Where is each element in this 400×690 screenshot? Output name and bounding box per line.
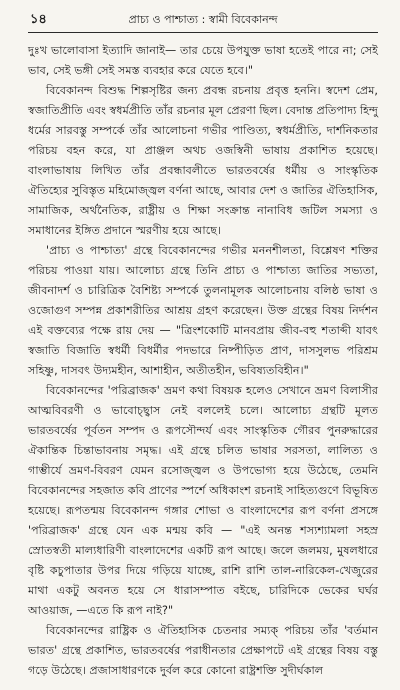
paragraph: বিবেকানন্দের 'পরিব্রাজক' ভ্রমণ কথা বিষয়ক হলেও সেখানে ভ্রমণ বিলাসীর আত্মবিবরণী ও ভাবোচ্ছ্বাস নেই বললেই চলে। আলোচ্য গ্রন্থটি মূলত ভারতবর্ষের পূর্বতন সম্পদ ও রূপসৌন্দর্য এবং সাংস্কৃতিক গৌরব পুনরুদ্ধারের ঐকান্তিক চিন্তাভাবনায় সমৃদ্ধ। এই গ্রন্থে চলিত ভাষার সরসতা, লালিত্য ও গাম্ভীর্যে ভ্রমণ-বিবরণ যেমন রসোজ্জ্বল ও উপভোগ্য হয়ে উঠেছে, তেমনি বিবেকানন্দের সহজাত কবি প্রাণের স্পর্শে অধিকাংশ রচনাই সাহিত্যগুণে বিভূষিত হয়েছে। রূপতন্ময় বিবেকানন্দ গঙ্গার শোভা ও বাংলাদেশের রূপ বর্ণনা প্রসঙ্গে 'পরিব্রাজক' গ্রন্থে যেন এক মন্ময় কবি — "এই অনন্ত শস্যশ্যামলা সহস্র স্রোতস্বতী মাল্যধারিণী বাংলাদেশের একটি রূপ আছে। জলে জলময়, মুষলধারে বৃষ্টি কচুপাতার উপর দিয়ে গড়িয়ে যাচ্ছে, রাশি রাশি তাল-নারিকেল-খেজুরের মাথা একটু অবনত হয়ে সে ধারাসম্পাত বইছে, চারিদিকে ভেকের ঘর্ঘর আওয়াজ, —এতে কি রূপ নাই?": [28, 384, 378, 617]
body-text: [28, 41, 378, 681]
paragraph: দুঃখ ভালোবাসা ইত্যাদি জানাই— তার চেয়ে উপযুক্ত ভাষা হতেই পারে না; সেই ভাব, সেই ভঙ্গী সেই সমস্ত ব্যবহার করে যেতে হবে।": [28, 44, 378, 77]
running-title: প্রাচ্য ও পাশ্চাত্য : স্বামী বিবেকানন্দ: [128, 13, 278, 26]
paragraph: বিবেকানন্দের রাষ্ট্রিক ও ঐতিহাসিক চেতনার সম্যক্‌ পরিচয় তাঁর 'বর্তমান ভারত' গ্রন্থে প্রকাশিত, ভারতবর্ষের পরাধীনতার প্রেক্ষাপটে এই গ্রন্থের বিষয় বস্তু গড়ে উঠেছে। প্রজাসাধারণকে দুর্বল করে কোনো রাষ্ট্রশক্তি সুদীর্ঘকাল: [28, 624, 378, 677]
page-header: [28, 6, 378, 33]
paragraph: বিবেকানন্দ বিশুদ্ধ শিল্পসৃষ্টির জন্য প্রবন্ধ রচনায় প্রবৃত্ত হননি। স্বদেশ প্রেম, স্বজাতিপ্রীতি এবং স্বধর্মপ্রীতি তাঁর রচনার মূল প্রেরণা ছিল। বেদান্ত প্রতিপাদ্য হিন্দু ধর্মের সারবস্তু সম্পর্কে তাঁর আলোচনা গভীর পাণ্ডিত্য, স্বধর্মপ্রীতি, দার্শনিকতার পরিচয় বহন করে, যা প্রাঞ্জল অথচ ওজস্বিনী ভাষায় প্রকাশিত হয়েছে। বাংলাভাষায় লিখিত তাঁর প্রবন্ধাবলীতে ভারতবর্ষের ধর্মীয় ও সাংস্কৃতিক ঐতিহ্যের সুবিস্তৃত মহিমোজ্জ্বল বর্ণনা আছে, আবার দেশ ও জাতির ঐতিহাসিক, সামাজিক, অর্থনৈতিক, রাষ্ট্রীয় ও শিক্ষা সংক্রান্ত নানাবিধ জটিল সমস্যা ও সমাধানের ইঙ্গিত প্রদানে স্মরণীয় হয়ে আছে।: [28, 84, 378, 237]
page-number: ১৪: [30, 12, 47, 27]
paragraph: 'প্রাচ্য ও পাশ্চাত্য' গ্রন্থে বিবেকানন্দের গভীর মননশীলতা, বিশ্লেষণ শক্তির পরিচয় পাওয়া যায়। আলোচ্য গ্রন্থে তিনি প্রাচ্য ও পাশ্চাত্য জাতির সভ্যতা, জীবনাদর্শ ও চারিত্রিক বৈশিষ্ট্য সম্পর্কে তুলনামূলক আলোচনায় বলিষ্ঠ ভাষা ও ওজোগুণ সম্পন্ন প্রকাশরীতির আশ্রয় গ্রহণ করেছেন। উক্ত গ্রন্থের বিষয় নির্দশন এই বক্তব্যের পক্ষে রায় দেয় — "ত্রিংশকোটি মানবপ্রায় জীব-বহু শতাব্দী যাবৎ স্বজাতি বিজাতি স্বধর্মী বিধর্মীর পদভারে নিষ্পীড়িত প্রাণ, দাসসুলভ পরিশ্রম সহিষ্ণু, দাসবৎ উদ্যমহীন, আশাহীন, অতীতহীন, ভবিষ্যতবিহীন।": [28, 244, 378, 377]
